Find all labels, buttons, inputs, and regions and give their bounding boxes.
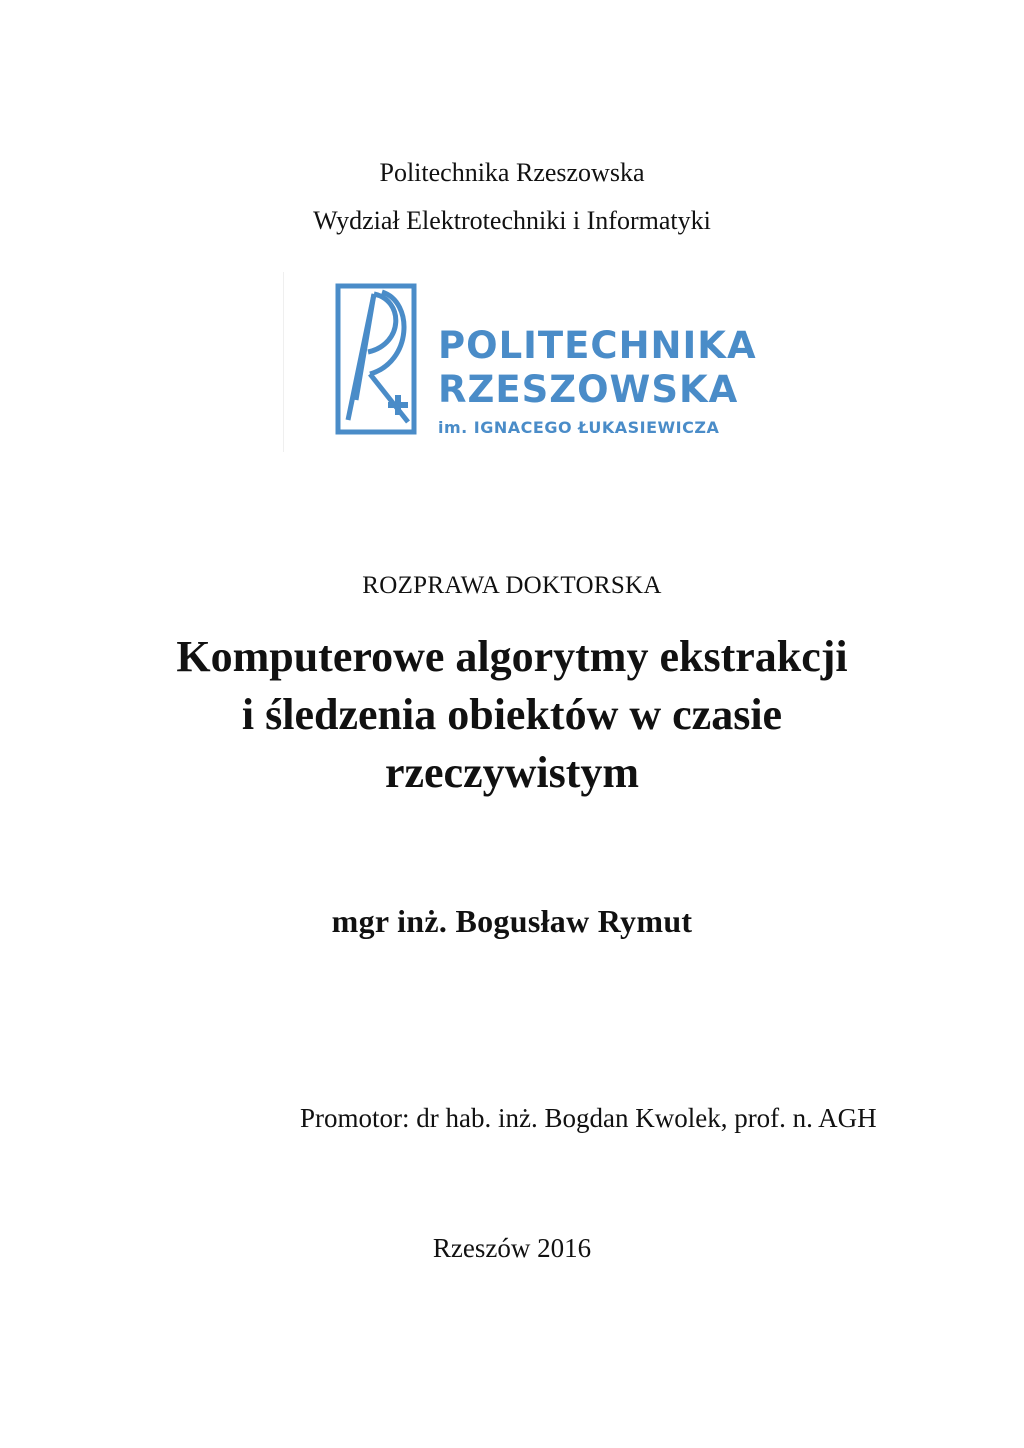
logo-text-line3: im. IGNACEGO ŁUKASIEWICZA <box>438 418 720 437</box>
document-type: ROZPRAWA DOKTORSKA <box>362 572 662 599</box>
university-logo <box>334 282 757 442</box>
university-name: Politechnika Rzeszowska <box>379 158 645 187</box>
title-line-2: i śledzenia obiektów w czasie <box>241 690 783 739</box>
promotor-line: Promotor: dr hab. inż. Bogdan Kwolek, prof. n. AGH <box>300 1103 877 1133</box>
faculty-name: Wydział Elektrotechniki i Informatyki <box>313 206 711 235</box>
logo-frame-divider <box>283 272 284 452</box>
dissertation-title <box>0 628 1024 802</box>
title-line-3: rzeczywistym <box>384 748 640 797</box>
pr-monogram-icon <box>334 282 418 436</box>
title-line-1: Komputerowe algorytmy ekstrakcji <box>176 632 848 681</box>
author-name: mgr inż. Bogusław Rymut <box>331 903 693 939</box>
place-and-year: Rzeszów 2016 <box>432 1233 592 1263</box>
logo-text-line2: RZESZOWSKA <box>438 368 739 411</box>
logo-text-line1: POLITECHNIKA <box>438 324 757 367</box>
